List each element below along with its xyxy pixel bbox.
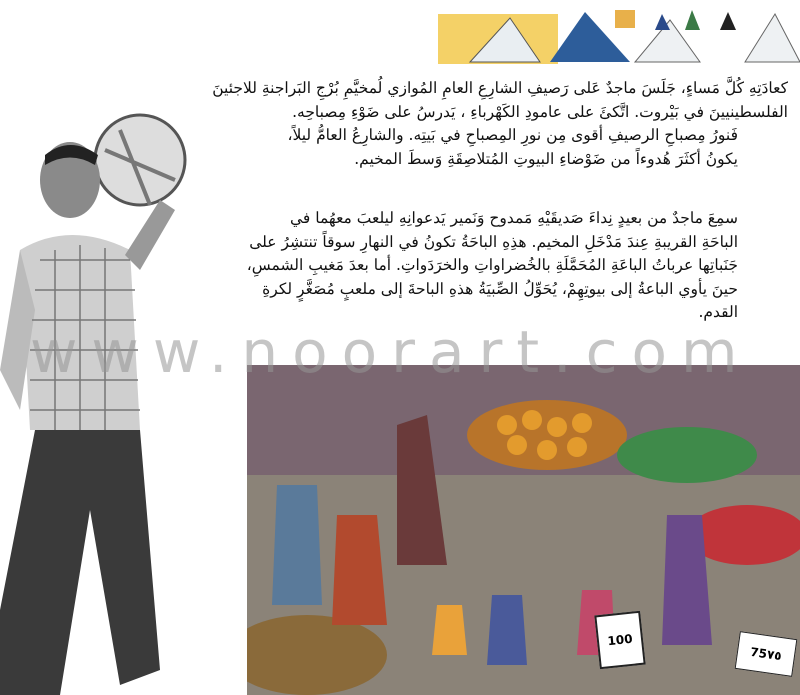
text-line: كعادَتِهِ كُلَّ مَساءٍ، جَلَسَ ماجدٌ عَلى رَصيفِ الشارِعِ العامِ المُوازي لُمخيَّمِ بُرْجِ البَراجنةِ للاجئينَ (212, 79, 788, 97)
text-line: سمِعَ ماجدٌ من بعيدٍ نِداءَ صَديقَيْهِ مَمدوح وَنَمير يَدعوانِهِ ليلعبَ معهُما في (289, 209, 738, 227)
text-line: القدم. (698, 303, 738, 322)
paragraph-2 (228, 207, 788, 325)
price-tag: 100 (594, 611, 645, 670)
paragraph-1 (212, 77, 788, 171)
painting-scene (247, 365, 800, 695)
watermark: www.noorart.com (30, 318, 752, 386)
text-line: الفلسطينيينَ في بَيْروت. اتَّكئَ على عامودِ الكَهْرباءِ ، يَدرسُ على ضَوْءِ مِصباحِه. (292, 102, 788, 121)
text-line: يكونُ أكثَرَ هُدوءاً من ضَوْضاءِ البيوتِ المُتلاصِقَةِ وَسطَ المخيم. (354, 149, 738, 168)
text-line: الباحَةِ القريبةِ عِندَ مَدْخَلِ المخيم. هذِهِ الباحَةُ تكونُ في النهارِ سوقاً تنتشِرُ على (249, 232, 738, 251)
price-tag: 75٧٥ (735, 631, 798, 677)
text-line: حينَ يأوي الباعةُ إلى بيوتِهِمْ، يُحَوِّلُ الصِّبيَةُ هذهِ الباحةَ إلى ملعبٍ مُصَغَّرٍ لكرةِ (262, 279, 738, 298)
market-painting (247, 365, 800, 695)
tents-illustration (430, 0, 800, 70)
text-line: فَنورُ مِصباحِ الرصيفِ أقوى مِن نورِ المِصباحِ في بَيتِه. والشارِعُ العامُّ ليلاً، (287, 126, 738, 145)
boy-with-ball-photo (0, 110, 240, 695)
text-line: جَنَباتِها عرباتُ الباعَةِ المُحَمَّلَةِ بالخُضراواتِ والخرَدَواتِ. أما بعدَ مَغيبِ الشمسِ، (246, 256, 738, 275)
